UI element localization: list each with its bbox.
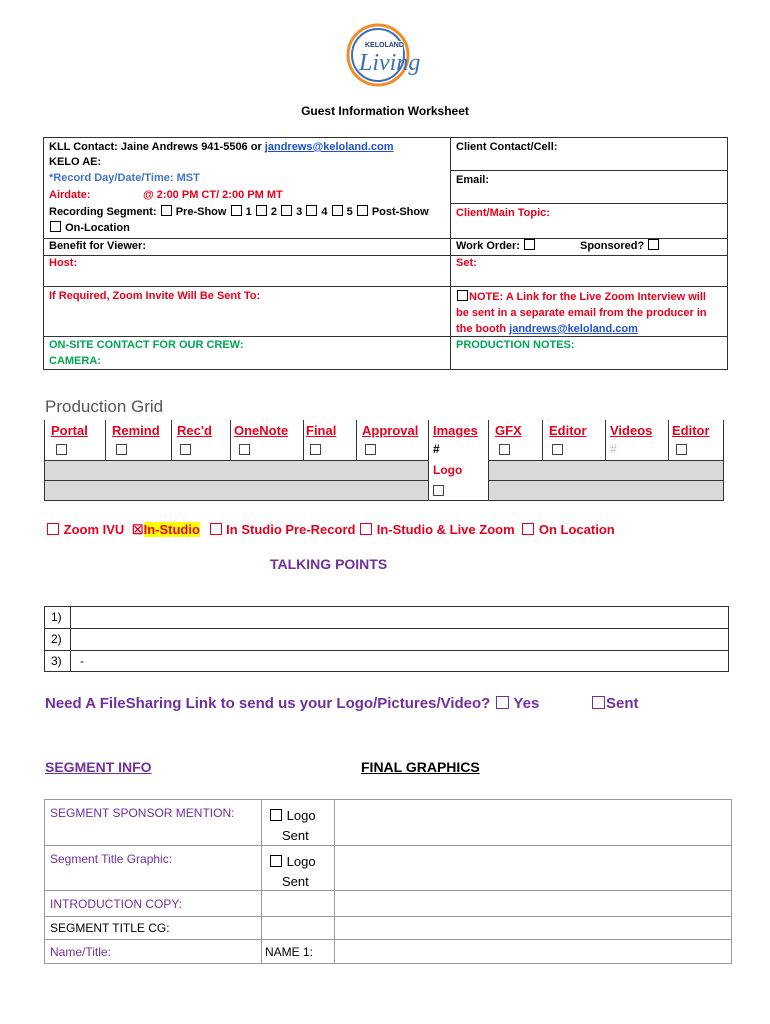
header-editor-2: Editor [672,423,710,438]
checkbox-portal[interactable] [56,444,67,455]
info-divider-right-2 [450,203,728,204]
client-contact-label: Client Contact/Cell: [456,141,558,153]
intro-copy-label: INTRODUCTION COPY: [50,897,183,911]
logo-sent-1 [269,806,316,846]
checkbox-approval[interactable] [365,444,376,455]
videos-hash: # [610,442,617,456]
checkbox-post-show[interactable] [357,205,368,216]
checkbox-logo-2[interactable] [270,855,282,867]
grid-row-2 [45,461,428,480]
tp-num-1: 1) [51,610,62,624]
grid-line [428,420,429,501]
airdate-time: @ 2:00 PM CT/ 2:00 PM MT [143,189,283,201]
set-label: Set: [456,257,477,269]
sent-label-1: Sent [282,828,309,843]
option-on-location: On Location [538,522,615,537]
segment-info-title: SEGMENT INFO [45,759,152,775]
kll-contact-label: KLL Contact: Jaine Andrews 941-5506 or [49,141,265,153]
tp-num-3: 3) [51,654,62,668]
checkbox-on-location-studio[interactable] [522,523,534,535]
note-email-link[interactable]: jandrews@keloland.com [509,323,638,335]
checkbox-segment-1[interactable] [231,205,242,216]
note-line-2: be sent in a separate email from the producer in [456,307,707,319]
filesharing-yes-label: Yes [513,695,540,712]
onsite-contact-label: ON-SITE CONTACT FOR OUR CREW: [49,339,244,351]
grid-row-2-right [489,461,723,480]
grid-line [44,480,428,481]
header-recd: Rec'd [177,423,212,438]
zoom-note [456,289,707,337]
tp-num-2: 2) [51,632,62,646]
info-divider-full-3 [43,286,728,287]
recording-segment [49,205,429,220]
checkbox-onenote[interactable] [239,444,250,455]
kelo-ae: KELO AE: [49,156,102,168]
record-day: *Record Day/Date/Time: MST [49,172,200,184]
logo-option-2 [269,852,316,872]
option-1: 1 [245,206,252,218]
info-divider-right-1 [450,170,728,171]
option-in-studio-live-zoom: In-Studio & Live Zoom [376,522,515,537]
checkbox-work-order[interactable] [524,239,535,250]
recording-segment-label: Recording Segment: [49,206,157,218]
note-line-1-text: NOTE: A Link for the Live Zoom Interview will [469,291,706,303]
checkbox-editor-1[interactable] [552,444,563,455]
checkbox-sent[interactable] [592,696,605,709]
seg-row-line [45,916,731,917]
on-location-label: On-Location [65,222,130,234]
logo-option-1 [269,806,316,826]
grid-line [488,460,724,461]
option-in-studio-pre-record: In Studio Pre-Record [226,522,356,537]
header-videos: Videos [610,423,653,438]
checkbox-zoom-ivu[interactable] [47,523,59,535]
logo-label-1: Logo [286,808,316,823]
zoom-invite-label: If Required, Zoom Invite Will Be Sent To: [49,290,261,302]
name-1-label: NAME 1: [265,945,314,959]
filesharing-sent-label: Sent [606,695,639,712]
option-zoom-ivu: Zoom IVU [63,522,125,537]
header-images: Images [433,423,478,438]
page-title: Guest Information Worksheet [301,104,469,118]
on-location-row [49,221,130,236]
checkbox-final[interactable] [310,444,321,455]
checkbox-gfx[interactable] [499,444,510,455]
header-portal: Portal [51,423,88,438]
name-title-label: Name/Title: [50,945,111,959]
tp-divider [70,607,71,671]
logo-brand-text: KELOLAND [365,42,404,49]
grid-line [44,500,724,501]
filesharing-question-text: Need A FileSharing Link to send us your Logo/Pictures/Video? [45,695,491,712]
option-post-show: Post-Show [371,206,429,218]
grid-row-3 [45,481,428,500]
studio-options [46,522,615,538]
checkbox-yes[interactable] [496,696,509,709]
seg-row-line [45,845,731,846]
title-graphic-label: Segment Title Graphic: [50,852,173,866]
header-remind: Remind [112,423,160,438]
option-in-studio: In-Studio [143,522,200,537]
header-onenote: OneNote [234,423,289,438]
production-grid [44,420,724,501]
images-hash: # [433,442,440,456]
checkbox-in-studio-pre-record[interactable] [210,523,222,535]
logo-script-text: Living [359,50,421,76]
checkbox-segment-3[interactable] [281,205,292,216]
header-editor-1: Editor [549,423,587,438]
client-topic-label: Client/Main Topic: [456,207,550,219]
production-grid-title: Production Grid [45,397,164,416]
seg-row-line [45,939,731,940]
grid-line [488,480,724,481]
images-logo-label: Logo [433,463,463,477]
talking-points-title: TALKING POINTS [270,556,388,572]
option-pre-show: Pre-Show [175,206,227,218]
title-cg-label: SEGMENT TITLE CG: [50,921,170,935]
host-label: Host: [49,257,78,269]
checkbox-in-studio-live-zoom[interactable] [360,523,372,535]
work-order [456,239,536,254]
email-label: Email: [456,174,490,186]
keloland-living-logo [343,22,421,88]
option-2: 2 [270,206,277,218]
tp-text-3[interactable]: - [80,654,84,668]
airdate-label: Airdate: [49,189,91,201]
option-3: 3 [296,206,303,218]
sponsored-label: Sponsored? [580,240,645,252]
logo-label-2: Logo [286,854,316,869]
checkbox-recd[interactable] [180,444,191,455]
header-final: Final [306,423,337,438]
seg-row-line [45,890,731,891]
kll-contact [49,140,394,155]
segment-table [44,799,732,964]
filesharing-sent [591,695,639,712]
checkbox-in-studio[interactable]: ☒ [131,522,144,537]
header-gfx: GFX [495,423,522,438]
grid-row-3-right [489,481,723,500]
checkbox-remind[interactable] [116,444,127,455]
checkbox-segment-2[interactable] [256,205,267,216]
note-line-1 [456,289,707,305]
kll-contact-email-link[interactable]: jandrews@keloland.com [264,141,394,153]
final-graphics-title: FINAL GRAPHICS [361,759,480,775]
checkbox-logo-1[interactable] [270,809,282,821]
logo-sent-2 [269,852,316,892]
sent-label-2: Sent [282,874,309,889]
checkbox-logo[interactable] [433,485,444,496]
talking-points-table [44,606,729,672]
grid-line [44,460,428,461]
note-line-3-text: the booth [456,323,510,335]
tp-row-line [45,628,728,629]
checkbox-editor-2[interactable] [676,444,687,455]
checkbox-pre-show[interactable] [161,205,172,216]
camera-label: CAMERA: [49,355,101,367]
checkbox-sponsored[interactable] [648,239,659,250]
checkbox-note[interactable] [457,290,468,301]
tp-row-line [45,650,728,651]
checkbox-on-location[interactable] [50,221,61,232]
sponsored [580,239,660,254]
note-line-3 [456,321,707,337]
header-approval: Approval [362,423,419,438]
filesharing-question [45,695,539,712]
production-notes-label: PRODUCTION NOTES: [456,339,575,351]
checkbox-segment-4[interactable] [306,205,317,216]
info-divider-full-2 [43,255,728,256]
checkbox-segment-5[interactable] [332,205,343,216]
option-4: 4 [321,206,328,218]
sponsor-mention-label: SEGMENT SPONSOR MENTION: [50,806,235,820]
benefit-for-viewer: Benefit for Viewer: [49,240,146,252]
option-5: 5 [346,206,353,218]
work-order-label: Work Order: [456,240,520,252]
